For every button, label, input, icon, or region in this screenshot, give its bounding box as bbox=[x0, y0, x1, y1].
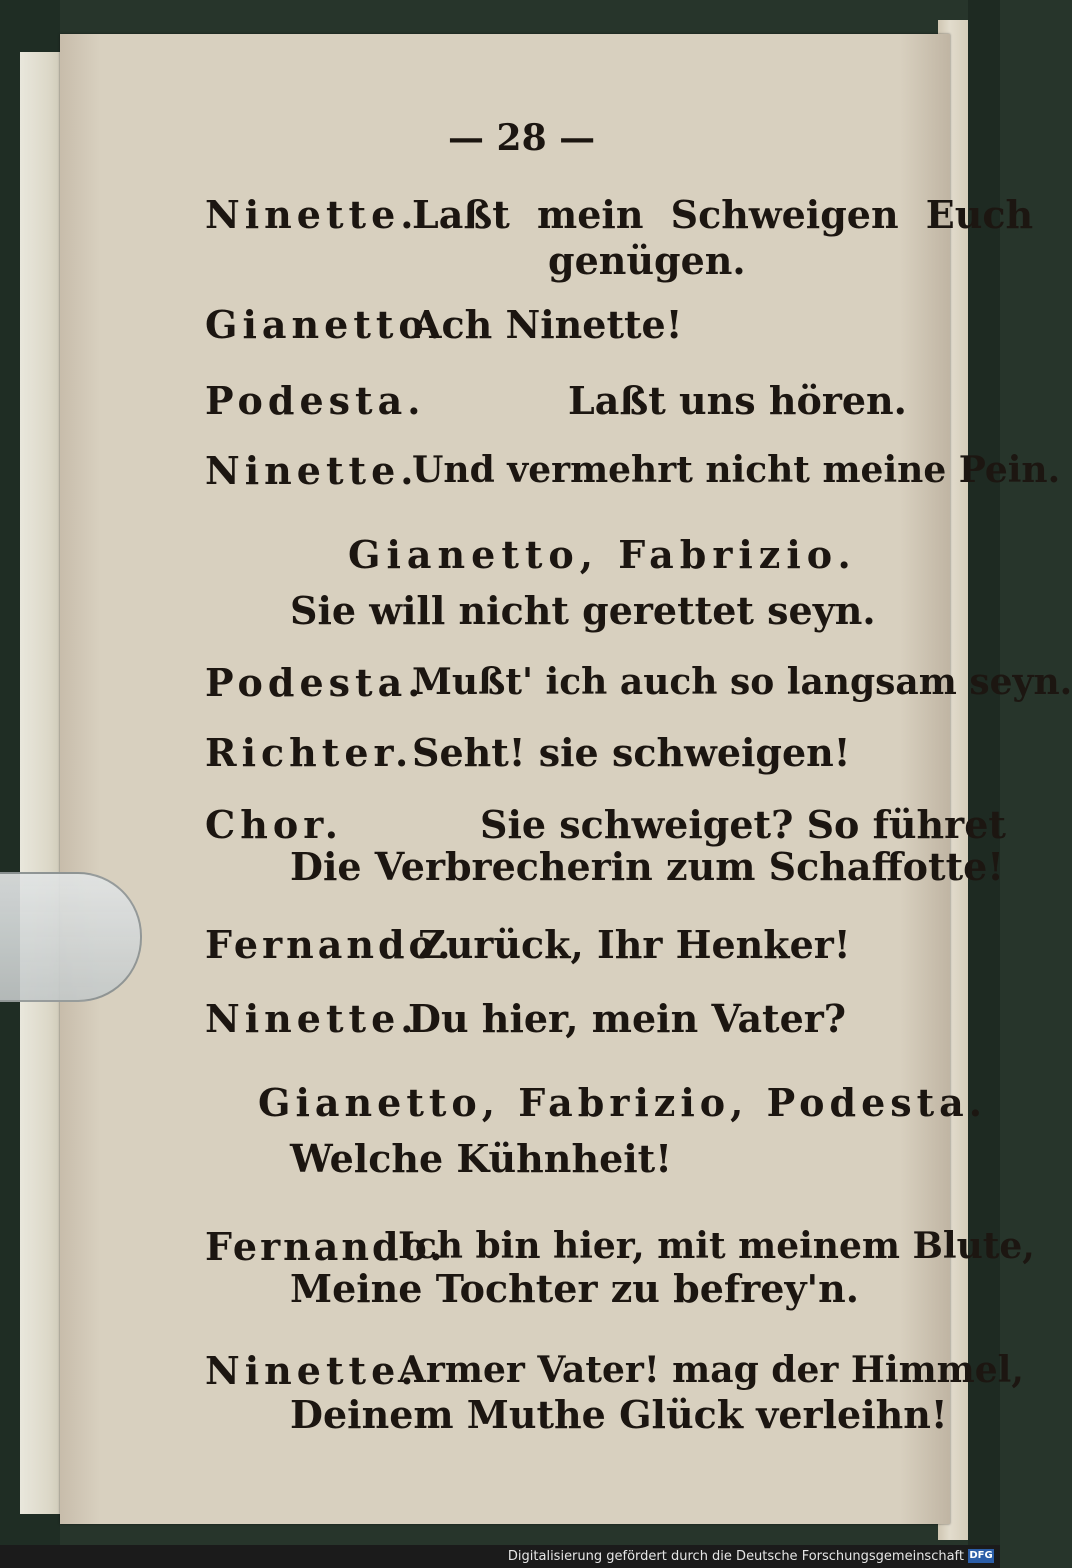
dialogue-line: Seht! sie schweigen! bbox=[412, 730, 851, 775]
dialogue-line: Und vermehrt nicht meine Pein. bbox=[412, 449, 1061, 491]
ensemble-heading: Gianetto, Fabrizio, Podesta. bbox=[258, 1080, 988, 1125]
speaker-fernando: Fernando. bbox=[205, 1224, 446, 1269]
dialogue-line: Du hier, mein Vater? bbox=[408, 996, 847, 1041]
speaker-richter: Richter. bbox=[205, 730, 414, 775]
dialogue-line: Laßt uns hören. bbox=[568, 378, 907, 423]
dialogue-line: Armer Vater! mag der Himmel, bbox=[398, 1349, 1024, 1391]
page-number: — 28 — bbox=[448, 117, 596, 159]
speaker-ninette: Ninette. bbox=[205, 448, 419, 493]
dialogue-continuation: Deinem Muthe Glück verleihn! bbox=[290, 1392, 948, 1437]
digitization-credit: Digitalisierung gefördert durch die Deutsche Forschungsgemeinschaft bbox=[507, 1549, 964, 1564]
dialogue-line: Ach Ninette! bbox=[412, 302, 683, 347]
speaker-podesta: Podesta. bbox=[205, 660, 426, 705]
dialogue-line: Sie will nicht gerettet seyn. bbox=[290, 588, 876, 633]
ensemble-heading: Gianetto, Fabrizio. bbox=[348, 532, 857, 577]
speaker-chor: Chor. bbox=[205, 802, 343, 847]
speaker-fernando: Fernando. bbox=[205, 922, 455, 967]
page-clip bbox=[0, 872, 142, 1002]
speaker-ninette: Ninette. bbox=[205, 996, 419, 1041]
dialogue-line: Sie schweiget? So führet bbox=[480, 802, 1006, 847]
dialogue-line: Laßt mein Schweigen Euch bbox=[412, 192, 1034, 237]
speaker-podesta: Podesta. bbox=[205, 378, 426, 423]
dialogue-line: Mußt' ich auch so langsam seyn. bbox=[412, 661, 1072, 703]
dialogue-continuation: genügen. bbox=[548, 238, 746, 283]
speaker-ninette: Ninette. bbox=[205, 192, 419, 237]
dialogue-line: Zurück, Ihr Henker! bbox=[418, 922, 851, 967]
dialogue-continuation: Meine Tochter zu befrey'n. bbox=[290, 1266, 860, 1311]
speaker-gianetto: Gianetto. bbox=[205, 302, 447, 347]
dialogue-continuation: Die Verbrecherin zum Schaffotte! bbox=[290, 844, 1004, 889]
dialogue-line: Welche Kühnheit! bbox=[290, 1136, 672, 1181]
speaker-ninette: Ninette. bbox=[205, 1348, 419, 1393]
dfg-logo: DFG bbox=[969, 1550, 993, 1561]
dialogue-line: Ich bin hier, mit meinem Blute, bbox=[398, 1225, 1035, 1267]
